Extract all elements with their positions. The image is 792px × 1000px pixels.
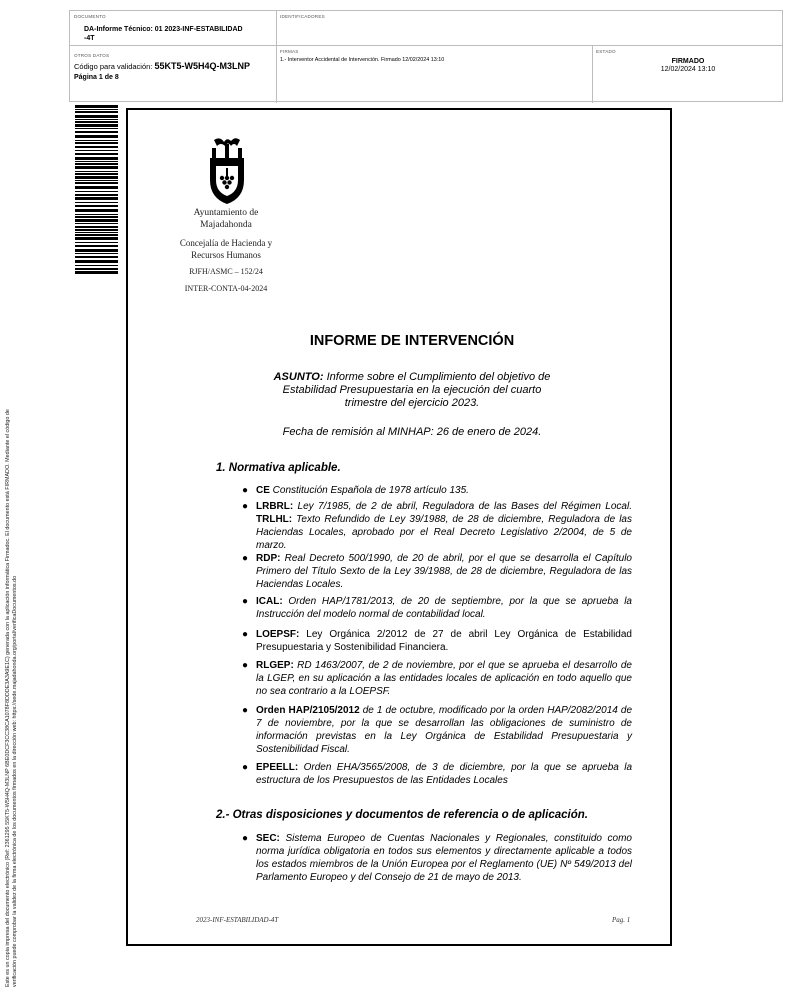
item-text: Ley Orgánica 2/2012 de 27 de abril Ley Orgánica de Estabilidad Presupuestaria y Sostenibilidad Financiera. (256, 629, 632, 653)
barcode-bar (75, 124, 118, 127)
fecha-remision: Fecha de remisión al MINHAP: 26 de enero de 2024. (282, 426, 542, 438)
normativa-item-lrbrl (256, 500, 632, 552)
barcode-bar (75, 142, 118, 144)
normativa-item-epeell (256, 761, 632, 787)
barcode-bar (75, 245, 118, 247)
barcode-bar (75, 265, 118, 266)
item-text: Texto Refundido de Ley 39/1988, de 28 de diciembre, Reguladora de las Haciendas Locales, aprobado por el Real Decreto Legislativo 2/2004, de 5 de marzo. (256, 514, 632, 551)
codigo-validacion (74, 62, 250, 71)
barcode-bar (75, 131, 118, 133)
municipal-crest-logo (204, 136, 250, 206)
barcode-bar (75, 219, 118, 222)
barcode-bar (75, 119, 118, 120)
barcode-bar (75, 268, 118, 270)
normativa-item-rlgep (256, 659, 632, 698)
reference-code-2: INTER-CONTA-04-2024 (184, 284, 268, 293)
barcode-bar (75, 121, 118, 123)
verification-side-text (5, 267, 19, 987)
department-name (156, 238, 296, 261)
header-divider (276, 11, 277, 103)
asunto-label: ASUNTO: (273, 371, 324, 383)
asunto-line2: Estabilidad Presupuestaria en la ejecución del cuarto (282, 384, 542, 396)
barcode-bar (75, 260, 118, 263)
firma-entry: 1.- Interventor Accidental de Intervención. Firmado 12/02/2024 13:10 (280, 57, 445, 63)
identificadores-label: IDENTIFICADORES (280, 14, 325, 19)
barcode-bar (75, 176, 118, 179)
bullet-marker: ● (242, 705, 249, 716)
item-abbr: TRLHL: (256, 514, 293, 525)
item-abbr: LRBRL: (256, 501, 294, 512)
barcode-bar (75, 186, 118, 189)
barcode-bar (75, 180, 118, 181)
barcode-bar (75, 194, 118, 196)
estado-label: ESTADO (596, 49, 616, 54)
item-abbr: ICAL: (256, 596, 283, 607)
barcode-bar (75, 182, 118, 184)
barcode-bar (75, 173, 118, 175)
codigo-value: 55KT5-W5H4Q-M3LNP (154, 61, 250, 71)
barcode-bar (75, 249, 118, 252)
barcode-bar (75, 150, 118, 151)
barcode-bar (75, 209, 118, 212)
bullet-marker: ● (242, 485, 249, 496)
asunto-line3: trimestre del ejercicio 2023. (344, 397, 480, 409)
barcode-bar (75, 135, 118, 138)
item-abbr: RDP: (256, 553, 281, 564)
barcode-bar (75, 237, 118, 240)
item-text: Orden EHA/3565/2008, de 3 de diciembre, por la que se aprueba la estructura de los Presupuestos de las Entidades Locales (256, 762, 632, 786)
barcode-bar (75, 161, 118, 162)
department-line1: Concejalía de Hacienda y (179, 238, 273, 248)
firmas-label: FIRMAS (280, 49, 299, 54)
org-name (156, 208, 296, 231)
barcode-bar (75, 157, 118, 160)
barcode-bar (75, 111, 118, 113)
barcode-bar (75, 271, 118, 274)
documento-label: DOCUMENTO (74, 14, 106, 19)
codigo-prefix: Código para validación: (74, 62, 153, 71)
item-abbr: LOEPSF: (256, 629, 300, 640)
item-abbr: RLGEP: (256, 660, 294, 671)
section-1-heading: 1. Normativa aplicable. (216, 462, 341, 474)
normativa-item-ical (256, 595, 632, 621)
barcode-bar (75, 242, 118, 243)
normativa-item-rdp (256, 552, 632, 591)
documento-value-line2: -4T (84, 35, 95, 42)
barcode-bar (75, 163, 118, 165)
item-text: Sistema Europeo de Cuentas Nacionales y Regionales, constituido como norma jurídica obligatoria en todos sus elementos y directamente aplicable a todos los estados miembros de la Unión Europea por el Reglamento (UE) Nº 549/2013 del Parlamento Europeo y del Consejo de 21 de mayo de 2013. (256, 833, 632, 883)
item-text: Orden HAP/1781/2013, de 20 de septiembre, por la que se aprueba la Instrucción del modelo normal de contabilidad local. (256, 596, 632, 620)
barcode-bar (75, 197, 118, 200)
barcode-bar (75, 105, 118, 108)
bullet-marker: ● (242, 501, 249, 512)
barcode-bar (75, 232, 118, 233)
barcode-bar (75, 253, 118, 254)
estado-fecha: 12/02/2024 13:10 (660, 66, 716, 73)
asunto-line1: Informe sobre el Cumplimiento del objetivo de (326, 371, 551, 383)
bullet-marker: ● (242, 762, 249, 773)
normativa-item-loepsf (256, 628, 632, 654)
department-line2: Recursos Humanos (191, 249, 261, 260)
otros-datos-label: OTROS DATOS (74, 53, 110, 58)
item-text: RD 1463/2007, de 2 de noviembre, por el que se aprueba el desarrollo de la LGEP, en su aplicación a las entidades locales de aplicación en todo aquello que no sea contrario a la LOEPSF. (256, 660, 632, 697)
bullet-marker: ● (242, 660, 249, 671)
documento-value-line1: DA-Informe Técnico: 01 2023-INF-ESTABILIDAD (84, 26, 243, 33)
header-divider (592, 45, 593, 103)
barcode-bar (75, 128, 118, 129)
barcode-bar (75, 171, 118, 172)
bullet-marker: ● (242, 596, 249, 607)
referencia-item-sec (256, 832, 632, 884)
barcode-bar (75, 234, 118, 236)
barcode-bar (75, 153, 118, 155)
barcode-bar (75, 109, 118, 110)
barcode-bar (75, 223, 118, 224)
barcode-bar (75, 191, 118, 192)
barcode-bar (75, 229, 118, 232)
header-divider (70, 45, 782, 46)
barcode-bar (75, 166, 118, 169)
barcode-bar (75, 256, 118, 258)
item-abbr: EPEELL: (256, 762, 299, 773)
item-abbr: CE (256, 485, 270, 496)
item-text: Real Decreto 500/1990, de 20 de abril, por el que se desarrolla el Capítulo Primero del Título Sexto de la Ley 39/1988, de 28 de diciembre, Reguladora de las Haciendas Locales. (256, 553, 632, 590)
bullet-marker: ● (242, 553, 249, 564)
barcode-bar (75, 140, 118, 141)
barcode-bar (75, 205, 118, 207)
document-title: INFORME DE INTERVENCIÓN (309, 333, 515, 349)
signature-header (69, 10, 783, 102)
estado-value: FIRMADO (671, 58, 705, 65)
footer-doc-id: 2023-INF-ESTABILIDAD-4T (196, 916, 279, 924)
item-abbr: Orden HAP/2105/2012 (256, 705, 360, 716)
verification-line-1: Este es un copia impresa del documento electrónico (Ref: 2361295 55KT5-W5H4Q-M3LNP 6BE0DCF3CC38CA1078F8DDDE3A3A9E1C) generada con la aplicación informática Firmadoc. El documento está FIRMADO. Mediante el código de (5, 409, 11, 987)
normativa-item-orden-hap (256, 704, 632, 756)
barcode (75, 105, 118, 275)
bullet-marker: ● (242, 629, 249, 640)
pagina-indicator: Página 1 de 8 (74, 74, 119, 81)
org-name-line2: Majadahonda (200, 219, 252, 230)
bullet-marker: ● (242, 833, 249, 844)
section-2-heading: 2.- Otras disposiciones y documentos de referencia o de aplicación. (216, 809, 588, 821)
barcode-bar (75, 214, 118, 215)
item-abbr: SEC: (256, 833, 280, 844)
normativa-item-ce (256, 484, 632, 497)
reference-code-1: RJFH/ASMC – 152/24 (189, 267, 263, 276)
verification-line-2: verificación puede comprobar la validez de la firma electrónica de los documentos firmados en la dirección web: https://sede.majadahonda.org/portal/verificaDocumentos.do (12, 575, 18, 987)
barcode-bar (75, 226, 118, 228)
barcode-bar (75, 216, 118, 218)
item-text: Constitución Española de 1978 artículo 135. (269, 485, 469, 496)
barcode-bar (75, 202, 118, 203)
footer-page-number: Pag. 1 (612, 916, 631, 924)
barcode-bar (75, 146, 118, 149)
asunto-block (258, 371, 566, 410)
item-text: Ley 7/1985, de 2 de abril, Reguladora de las Bases del Régimen Local. (293, 501, 632, 512)
item-text: de 1 de octubre, modificado por la orden HAP/2082/2014 de 7 de noviembre, por la que se desarrollan las obligaciones de suministro de información previstas en la Ley Orgánica de Estabilidad Presupuestaria y Sostenibilidad Fiscal. (256, 705, 632, 755)
barcode-bar (75, 115, 118, 118)
documento-value (84, 25, 243, 43)
org-name-line1: Ayuntamiento de (193, 208, 259, 218)
